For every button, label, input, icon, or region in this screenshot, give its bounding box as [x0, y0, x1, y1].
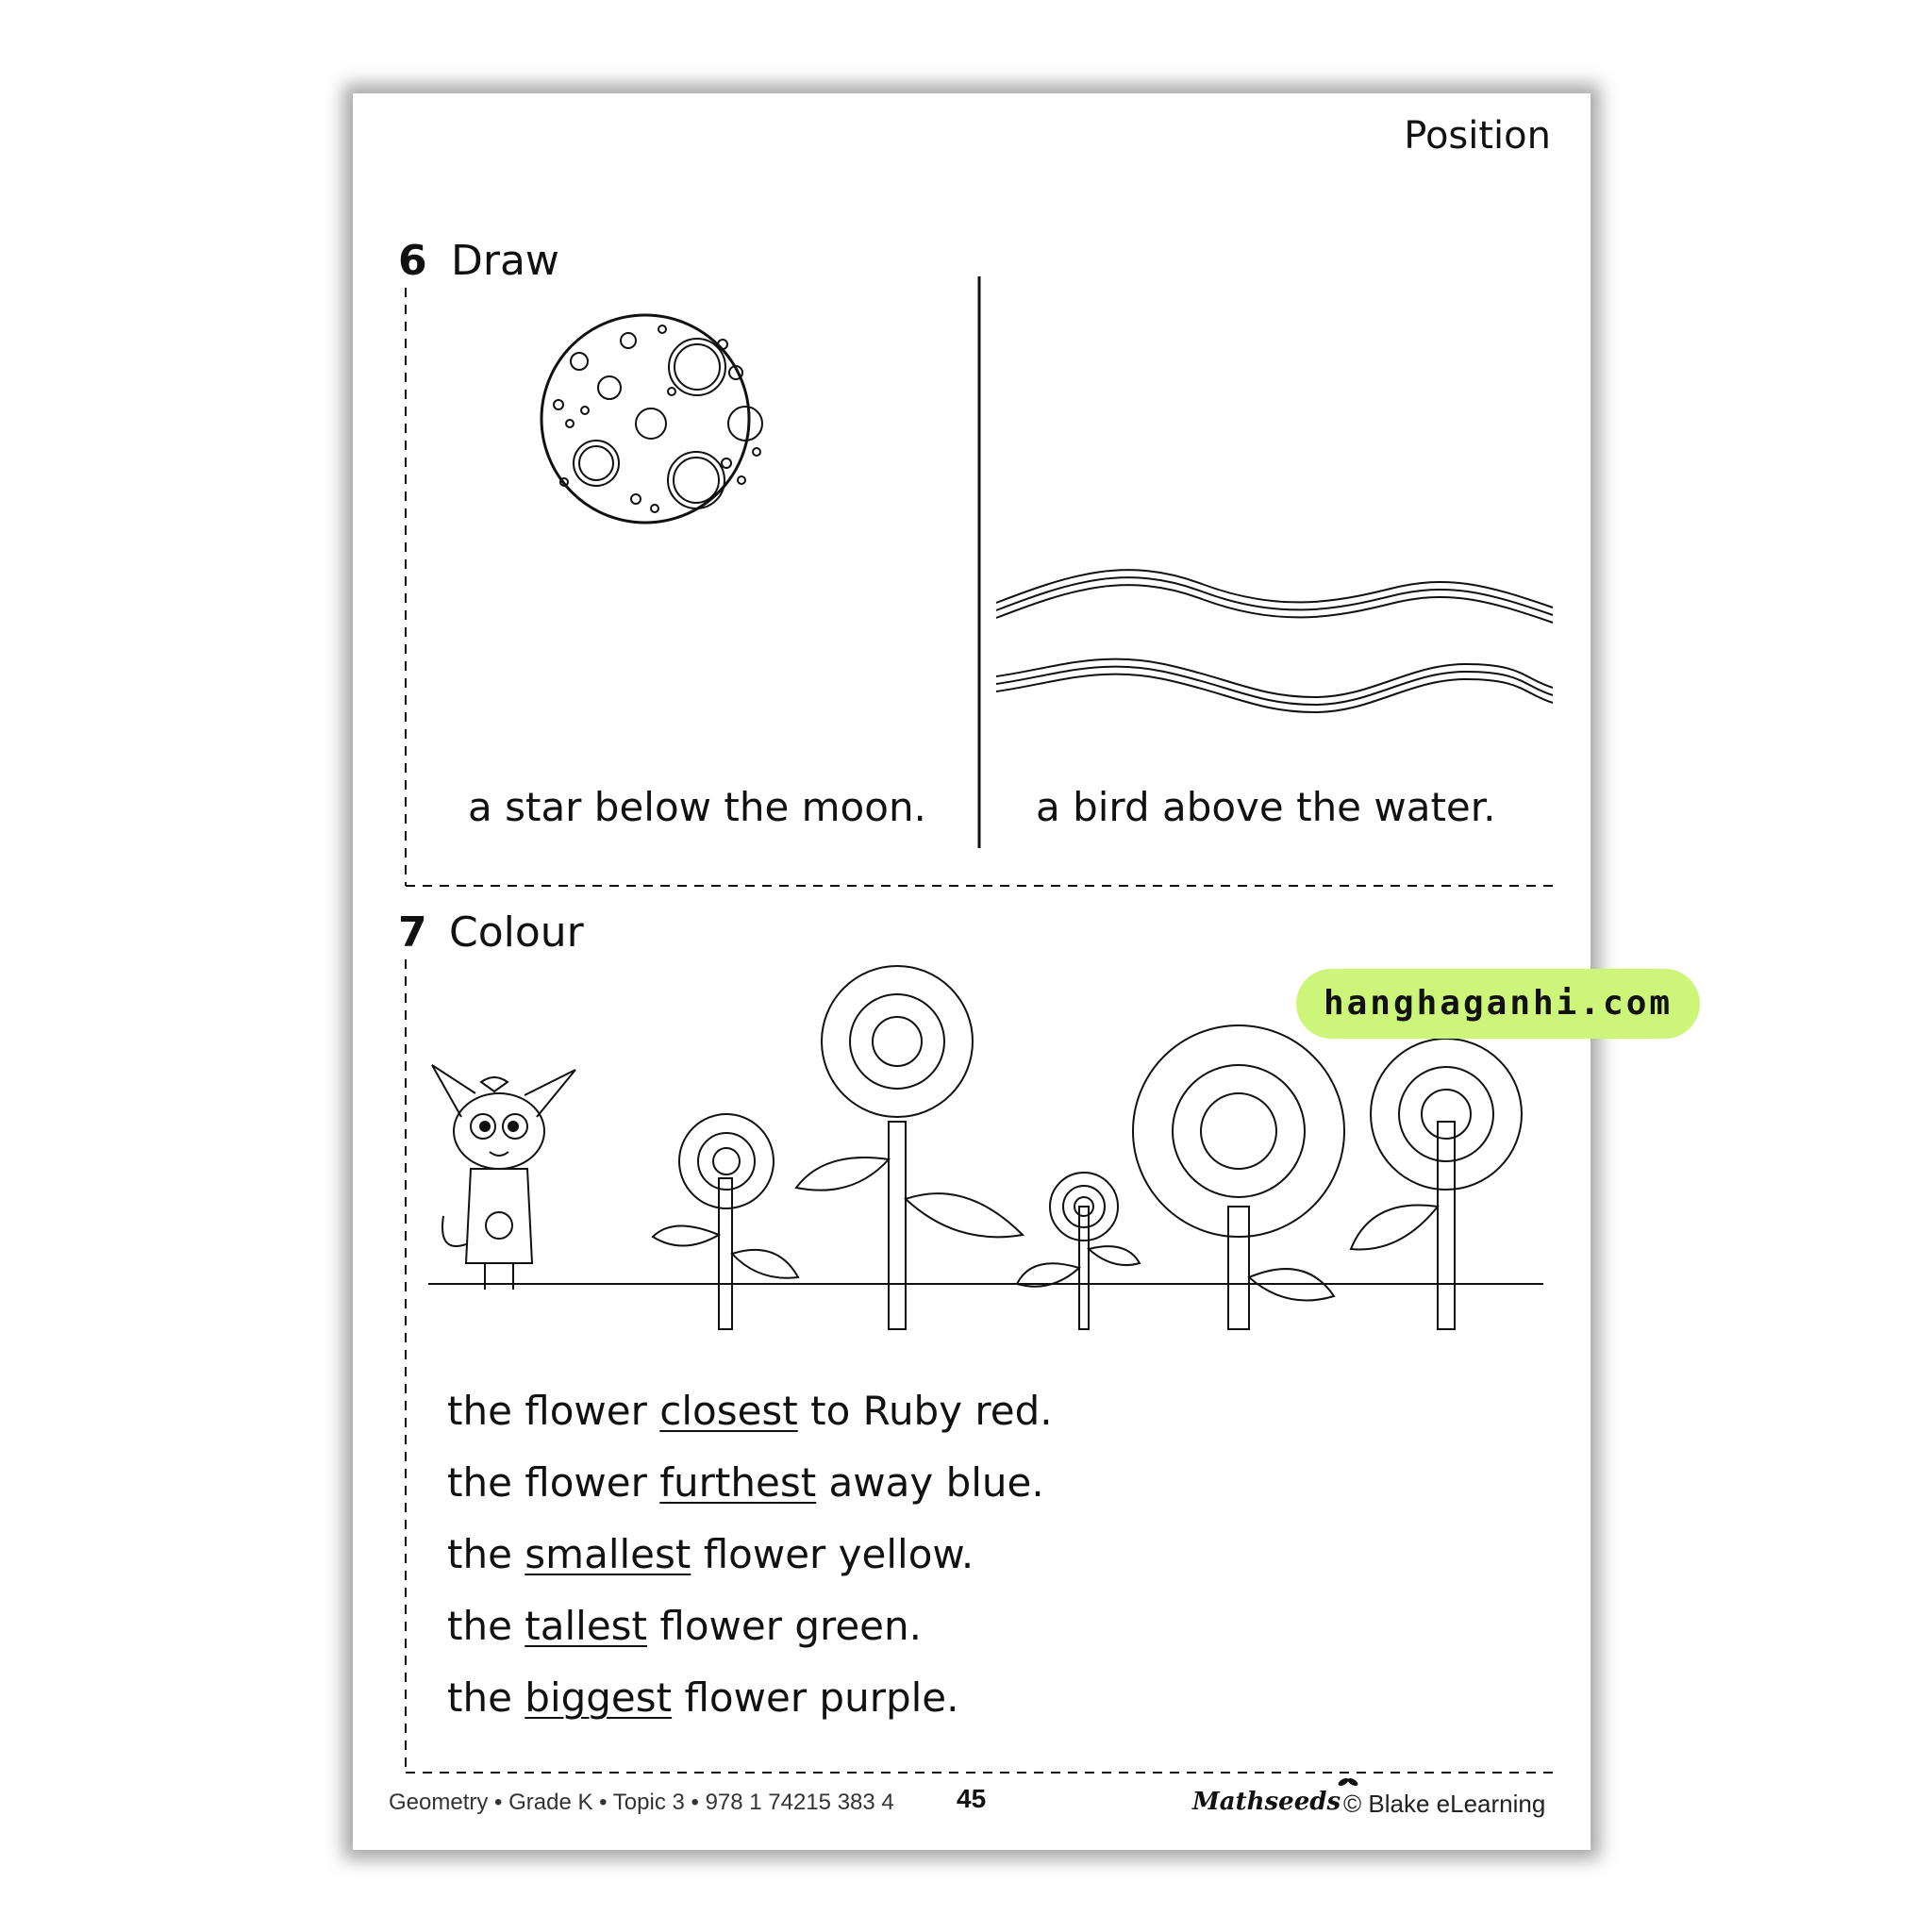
instruction-text: the — [447, 1603, 525, 1649]
ruby-character-icon — [432, 1065, 575, 1290]
question-7-number: 7 — [398, 908, 427, 957]
footer-info: Geometry • Grade K • Topic 3 • 978 1 74215 383 4 — [389, 1790, 894, 1815]
instruction-text: flower yellow. — [691, 1531, 974, 1577]
instruction-keyword: furthest — [659, 1459, 817, 1506]
worksheet-page — [353, 93, 1674, 1850]
moon-icon — [541, 315, 762, 523]
watermark-badge: hanghaganhi.com — [1296, 969, 1700, 1039]
instruction-keyword: tallest — [525, 1603, 648, 1649]
instruction-text: the — [447, 1531, 525, 1577]
question-6-number: 6 — [398, 237, 427, 285]
instruction-keyword: biggest — [525, 1674, 673, 1721]
instruction-text: away blue. — [816, 1459, 1044, 1506]
instruction-text: flower purple. — [672, 1674, 959, 1721]
instruction-text: flower green. — [647, 1603, 922, 1649]
flower-3-icon — [1017, 1173, 1140, 1329]
flower-2-icon — [796, 966, 1023, 1329]
water-waves-icon — [996, 570, 1553, 712]
brand-logo: Mathseeds — [1192, 1788, 1341, 1816]
instruction-keyword: closest — [659, 1388, 798, 1434]
brand-leaf-icon — [1337, 1776, 1358, 1787]
question-6-label: Draw — [451, 237, 559, 285]
question-7-label: Colour — [449, 908, 584, 957]
question-6-left-caption: a star below the moon. — [468, 784, 926, 830]
instruction-text: the — [447, 1674, 525, 1721]
flower-1-icon — [653, 1114, 798, 1329]
copyright-text: © Blake eLearning — [1343, 1790, 1546, 1818]
page-number: 45 — [957, 1784, 987, 1813]
instruction-text: the flower — [447, 1388, 660, 1434]
instruction-text: to Ruby red. — [797, 1388, 1053, 1434]
instruction-text: the flower — [447, 1459, 660, 1506]
instruction-keyword: smallest — [525, 1531, 691, 1577]
flower-5-icon — [1351, 1039, 1522, 1329]
question-6-right-caption: a bird above the water. — [1036, 784, 1496, 830]
page-title: Position — [1404, 114, 1551, 158]
